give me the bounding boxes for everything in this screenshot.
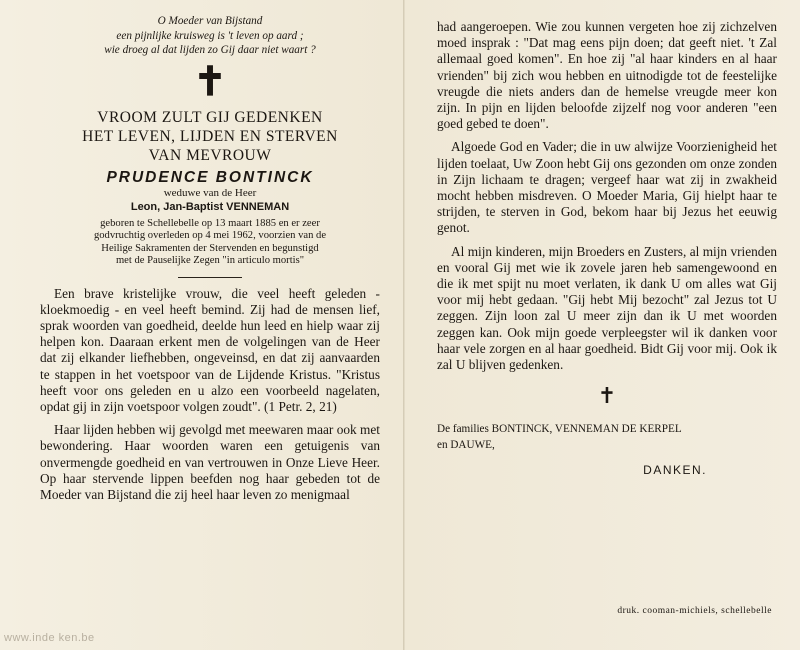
left-page xyxy=(40,0,380,510)
heading-line: HET LEVEN, LIJDEN EN STERVEN xyxy=(82,127,338,145)
prayer-line: een pijnlijke kruisweg is 't leven op aard ; xyxy=(116,29,304,42)
left-body xyxy=(40,286,380,504)
widow-line: weduwe van de Heer xyxy=(163,186,257,199)
paragraph: Algoede God en Vader; die in uw alwijze Voorzienigheid het lijden toelaat, Uw Zoon hebt Gij ons gezonden om onze zonden in Zijn lichaam te dragen; vergeef haar wat zij in zwakheid mocht hebben misdreven. O Moeder Maria, Gij hielpt haar te strijden, te sterven in God, bekom haar bij Jezus het eeuwig genot. xyxy=(437,139,777,236)
watermark: www.inde ken.be xyxy=(4,632,95,644)
opening-prayer xyxy=(40,14,380,58)
paragraph: Al mijn kinderen, mijn Broeders en Zusters, al mijn vrienden en vooral Gij met wie ik zovele jaren heb samengewoond en die ik met spijt nu moet verlaten, ik dank U om alles wat Gij voor mij hebt gedaan. "Gij hebt Mij bezocht" zal Jezus tot U zeggen. Zijn loon zal U meer zijn dan ik U met woorden zeggen kan. Ook mijn goede verpleegster wil ik danken voor haar vele zorgen en al haar goedheid. Bidt Gij voor mij. Ook ik zal U blijven gedenken. xyxy=(437,243,777,373)
right-body xyxy=(437,19,777,373)
details-line: godvruchtig overleden op 4 mei 1962, voorzien van de xyxy=(93,230,327,241)
prayer-line: wie droeg al dat lijden zo Gij daar niet waart ? xyxy=(104,44,316,56)
cross-icon: ✝ xyxy=(193,58,227,104)
families-thanks xyxy=(437,421,777,453)
paragraph: had aangeroepen. Wie zou kunnen vergeten hoe zij zichzelven moed insprak : "Dat mag eens pijn doen; dat geeft niet. 't Zal allemaal goed komen". En hoe zij "al haar kinders en al haar vrienden" bij zich wou hebben en uitnodigde tot de feestelijke vreugde die niets anders dan de hemelse vreugde meer kon zijn. In pijn en lijden beloofde zijzelf nog voor anderen "een goed gebed te doen". xyxy=(437,19,777,132)
heading-line: VAN MEVROUW xyxy=(148,146,272,164)
paragraph: Haar lijden hebben wij gevolgd met meewaren maar ook met bewondering. Haar woorden waren een getuigenis van onvermengde goedheid en van vertrouwen in Onze Lieve Heer. Op haar stervende lippen beefden nog haar gebeden tot de Moeder van Bijstand die zij heel haar leven zo menigmaal xyxy=(40,422,380,502)
details-line: Heilige Sakramenten der Stervenden en begunstigd xyxy=(101,242,319,254)
details-line: met de Pauselijke Zegen "in articulo mortis" xyxy=(115,255,305,266)
paragraph: Een brave kristelijke vrouw, die veel heeft geleden - kloekmoedig - en veel heeft bemind. Zij had de mensen lief, sprak woorden van goedheid, deelde hun leed en hielp waar zij helpen kon. Daaraan erkent men de volgelingen van de Heer dat zij elkander liefhebben, ongeveinsd, en dat zij aanvaarden te stappen in het voetspoor van de Lijdende Kristus. "Kristus heeft voor ons geleden en u alzo een voorbeeld nagelaten, opdat gij in zijn voetspoor volgen zoudt". (1 Petr. 2, 21) xyxy=(40,285,380,414)
life-details xyxy=(40,218,380,268)
small-cross-icon: ✝ xyxy=(597,383,617,409)
card-fold xyxy=(403,0,405,650)
prayer-line: O Moeder van Bijstand xyxy=(157,15,263,27)
memorial-heading xyxy=(40,108,380,165)
details-line: geboren te Schellebelle op 13 maart 1885 en er zeer xyxy=(100,217,320,229)
families-line: De families BONTINCK, VENNEMAN DE KERPEL xyxy=(437,423,682,436)
printer-credit: druk. cooman-michiels, schellebelle xyxy=(617,606,772,616)
heading-line: VROOM ZULT GIJ GEDENKEN xyxy=(97,108,323,126)
husband-name: Leon, Jan-Baptist VENNEMAN xyxy=(130,200,290,213)
right-page xyxy=(437,0,777,477)
deceased-name: PRUDENCE BONTINCK xyxy=(106,168,314,186)
thanks-label: DANKEN. xyxy=(643,463,707,478)
divider xyxy=(178,277,242,278)
families-line: en DAUWE, xyxy=(437,439,495,452)
